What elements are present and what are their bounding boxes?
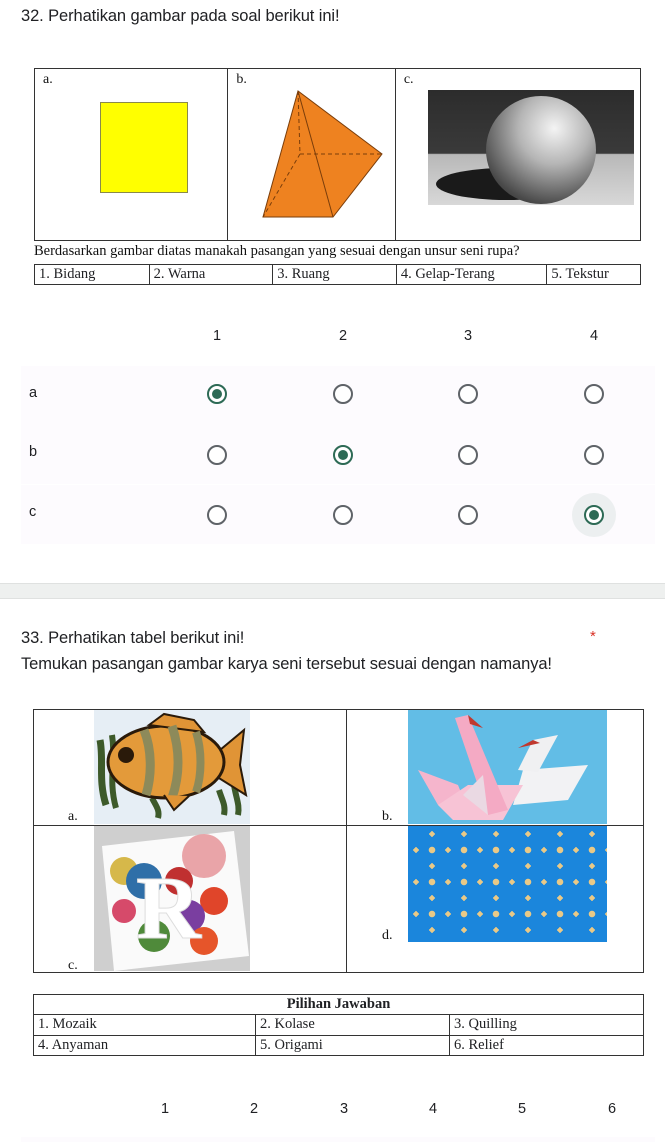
grid2-col-5: 5 — [517, 1101, 527, 1117]
art-label-d: d. — [382, 928, 393, 943]
radio-c-4[interactable] — [584, 505, 604, 525]
grid-col-4: 4 — [589, 328, 599, 344]
option-2: 2. Warna — [150, 265, 274, 284]
radio-a-4[interactable] — [584, 384, 604, 404]
radio-c-2[interactable] — [333, 505, 353, 525]
svg-text:R: R — [136, 859, 201, 958]
woven-blue-pattern-image — [408, 826, 607, 942]
grid2-col-1: 1 — [160, 1101, 170, 1117]
q32-options-row — [34, 264, 641, 285]
grid2-col-6: 6 — [607, 1101, 617, 1117]
grid-col-2: 2 — [338, 328, 348, 344]
answer-choice-4: 4. Anyaman — [34, 1036, 256, 1055]
required-asterisk: * — [590, 628, 596, 645]
answer-row-2 — [34, 1035, 643, 1055]
grid-row-label-c: c — [29, 504, 37, 520]
grid2-col-3: 3 — [339, 1101, 349, 1117]
answer-table-header: Pilihan Jawaban — [34, 995, 643, 1015]
q32-image-table — [34, 68, 641, 241]
radio-b-2[interactable] — [333, 445, 353, 465]
answer-choice-6: 6. Relief — [454, 1037, 504, 1053]
answer-choice-2: 2. Kolase — [256, 1015, 450, 1035]
radio-b-3[interactable] — [458, 445, 478, 465]
grid2-col-4: 4 — [428, 1101, 438, 1117]
origami-swans-image — [408, 710, 607, 824]
art-label-a: a. — [68, 809, 78, 824]
answer-choice-1: 1. Mozaik — [34, 1015, 256, 1035]
radio-c-1[interactable] — [207, 505, 227, 525]
radio-a-3[interactable] — [458, 384, 478, 404]
cell-label-c: c. — [403, 72, 414, 87]
answer-row-1 — [34, 1015, 643, 1035]
seed-mosaic-fish-image — [94, 710, 250, 824]
radio-b-1[interactable] — [207, 445, 227, 465]
art-label-b: b. — [382, 809, 393, 824]
radio-c-3[interactable] — [458, 505, 478, 525]
question-33-title: 33. Perhatikan tabel berikut ini! — [21, 629, 245, 647]
q32-question-text: Berdasarkan gambar diatas manakah pasangan yang sesuai dengan unsur seni rupa? — [34, 243, 520, 259]
cell-label-b: b. — [236, 72, 247, 87]
radio-a-1[interactable] — [207, 384, 227, 404]
yellow-square-image — [100, 102, 188, 193]
question-33-description: Temukan pasangan gambar karya seni tersebut sesuai dengan namanya! — [21, 655, 552, 673]
question-32-title: 32. Perhatikan gambar pada soal berikut ini! — [21, 7, 340, 25]
image-cell-c — [396, 69, 640, 240]
table-divider — [346, 710, 347, 972]
quilling-letter-r-image — [94, 826, 250, 971]
radio-a-2[interactable] — [333, 384, 353, 404]
grid2-col-2: 2 — [249, 1101, 259, 1117]
orange-pyramid-image — [258, 89, 383, 219]
q33-art-table — [33, 709, 644, 973]
image-cell-a — [35, 69, 228, 240]
answer-choices-table — [33, 994, 644, 1056]
option-3: 3. Ruang — [273, 265, 397, 284]
answer-choice-3: 3. Quilling — [454, 1016, 517, 1032]
grid-row-label-b: b — [29, 444, 38, 460]
grid-col-1: 1 — [212, 328, 222, 344]
grid-row-label-a: a — [29, 385, 38, 401]
option-4: 4. Gelap-Terang — [397, 265, 548, 284]
image-cell-b — [228, 69, 395, 240]
cell-label-a: a. — [43, 72, 53, 87]
question-separator — [0, 583, 665, 599]
answer-choice-5: 5. Origami — [256, 1036, 450, 1055]
grid2-row — [21, 1137, 655, 1142]
radio-b-4[interactable] — [584, 445, 604, 465]
option-5: 5. Tekstur — [551, 266, 609, 282]
art-label-c: c. — [68, 958, 78, 973]
option-1: 1. Bidang — [35, 265, 150, 284]
grid-col-3: 3 — [463, 328, 473, 344]
shaded-sphere-image — [428, 90, 634, 205]
